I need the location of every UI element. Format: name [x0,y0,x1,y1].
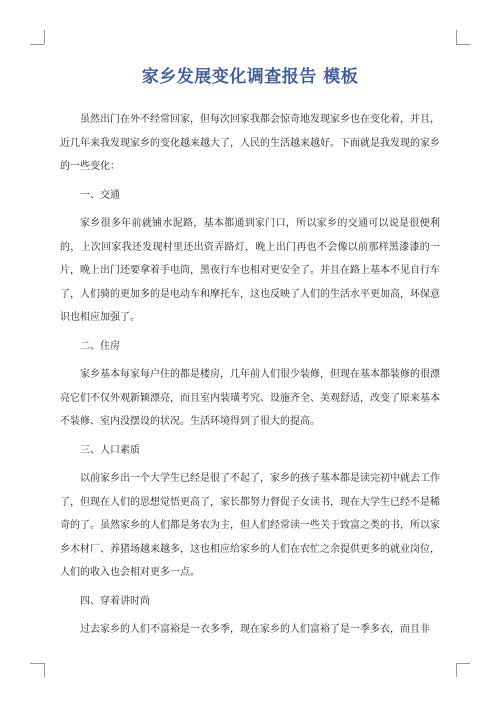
section-text-clothing: 过去家乡的人们不富裕是一衣多季，现在家乡的人们富裕了是一季多衣，而且非 [80,624,430,635]
section-heading-housing: 二、住房 [80,340,120,352]
section-text-transport: 家乡很多年前就铺水泥路，基本都通到家门口，所以家乡的交通可以说是很便利的，上次回家我还发现村里还出资弄路灯，晚上出门再也不会像以前那样黑漆漆的一片，晚上出门还要拿着手电筒，黑夜行车也相对更安全了。并且在路上基本不见自行车了，人们骑的更加多的是电动车和摩托车，这也反映了人们的生活水平更加高，环保意识也相应加强了。 [60,218,440,323]
document-body [60,108,440,647]
section-heading-population-quality: 三、人口素质 [80,444,140,456]
document-title: 家乡发展变化调查报告 模板 [141,67,359,87]
section-heading-clothing: 四、穿着讲时尚 [80,595,150,607]
section-text-population-quality: 以前家乡出一个大学生已经是很了不起了，家乡的孩子基本都是读完初中就去工作了，但现在人们的思想觉悟更高了，家长都努力督促子女读书，现在大学生已经不是稀奇的了。虽然家乡的人们都是务农为主，但人们经常读一些关于致富之类的书，所以家乡木材厂、养猪场越来越多，这也相应给家乡的人们在农忙之余提供更多的就业岗位，人们的收入也会相对更多一点。 [60,473,440,578]
section-heading-transport: 一、交通 [80,189,120,201]
intro-paragraph: 虽然出门在外不经常回家，但每次回家我都会惊奇地发现家乡也在变化着，并且，近几年来我发现家乡的变化越来越大了，人民的生活越来越好。下面就是我发现的家乡的一些变化： [60,114,440,172]
section-text-housing: 家乡基本每家每户住的都是楼房，几年前人们很少装修，但现在基本都装修的很漂亮它们不仅外观新颖漂亮，而且室内装璜考究、设施齐全、美观舒适，改变了原来基本不装修、室内没摆设的状况。生活环境得到了很大的提高。 [60,369,440,427]
